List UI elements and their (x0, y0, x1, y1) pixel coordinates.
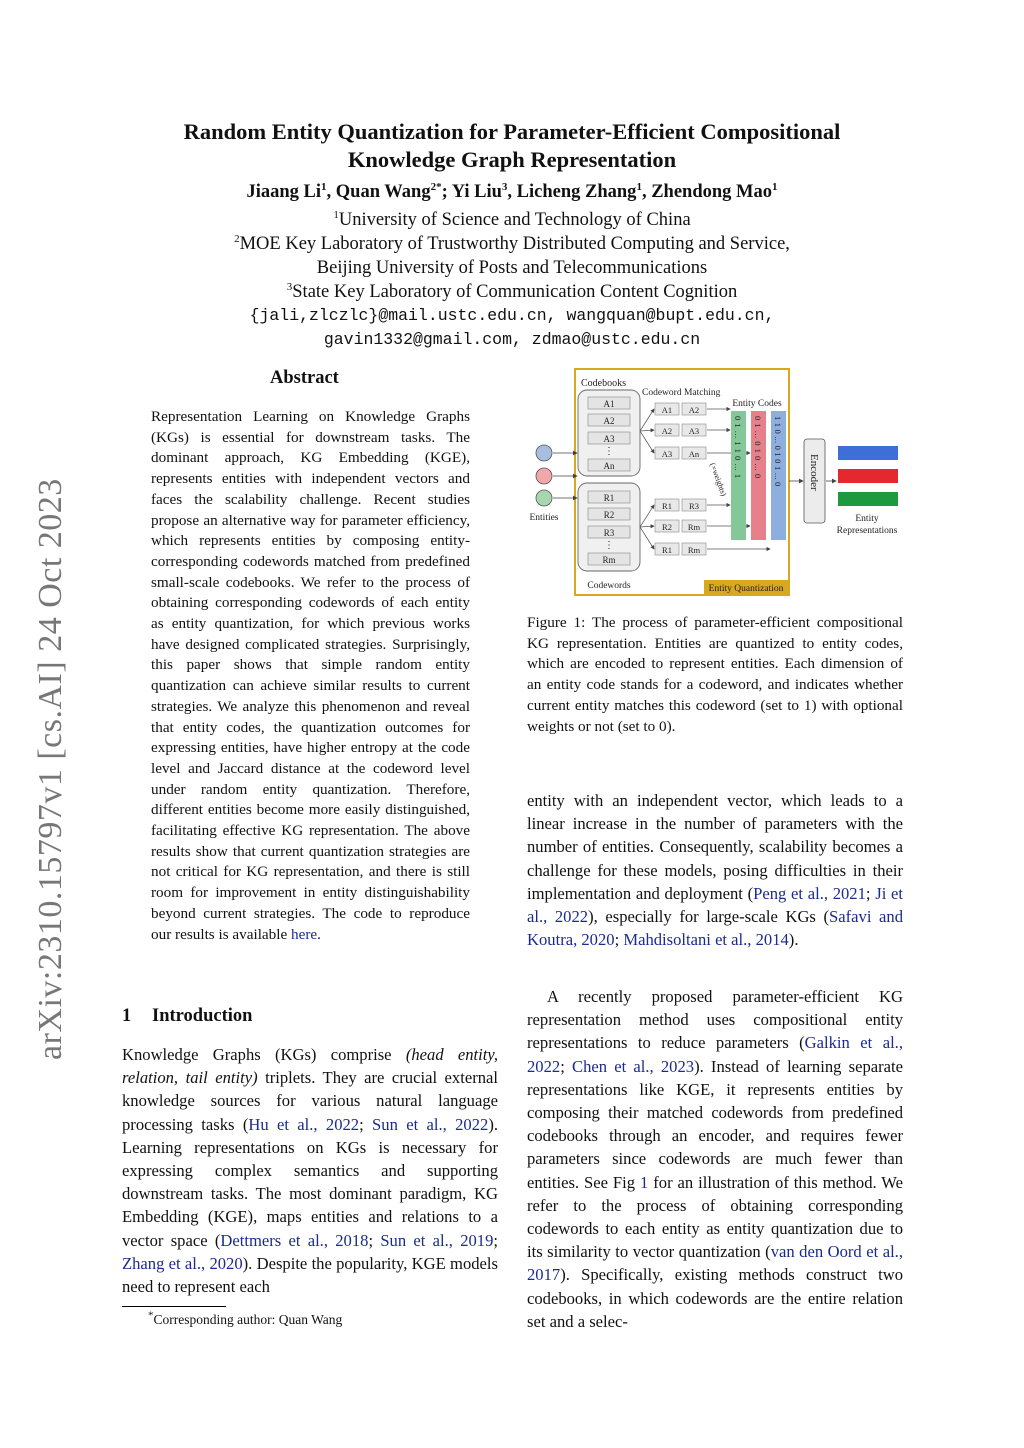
entity-code-1-text: 0 1 ... 1 1 0 ... 1 (733, 416, 743, 479)
match-r2: R2 (662, 522, 672, 532)
right-column-paragraph-1: entity with an independent vector, which leads to a linear increase in the number of parameters with the number of entities. Consequently, scalability becomes a challenge for these models, posing difficulties in their implementation and deployment (Peng et al., 2021; Ji et al., 2022), especially for large-scale KGs (Safavi and Koutra, 2020; Mahdisoltani et al., 2014). (527, 791, 903, 950)
codeword-matching-label: Codeword Matching (642, 388, 721, 398)
introduction-paragraph: Knowledge Graphs (KGs) comprise (head entity, relation, tail entity) triplets. They are crucial external knowledge sources for various natural language processing tasks (Hu et al., 2022; Sun et al., 2022). Learning representations on KGs is necessary for expressing complex semantics and supporting downstream tasks. The most dominant paradigm, KG Embedding (KGE), maps entities and relations to a vector space (Dettmers et al., 2018; Sun et al., 2019; Zhang et al., 2020). Despite the popularity, KGE models need to represent each (122, 1045, 499, 1297)
author-1: Jiaang Li$^1$, (246, 180, 336, 202)
title-line-1: Random Entity Quantization for Parameter-Efficient Compositional (183, 119, 841, 144)
ellipsis-r: ⋮ (604, 540, 614, 551)
citation-link[interactable]: Zhang et al., 2020 (122, 1253, 243, 1273)
citation-link[interactable]: Sun et al., 2019 (380, 1230, 494, 1250)
match-a2-b: A2 (661, 426, 673, 436)
ellipsis-a: ⋮ (604, 446, 614, 457)
footnote: *Corresponding author: Quan Wang (148, 1309, 343, 1327)
author-2: Quan Wang$^{2*}$; (335, 180, 452, 202)
email-line-2: gavin1332@gmail.com, zdmao@ustc.edu.cn (323, 330, 701, 349)
match-a3-b: A3 (661, 449, 673, 459)
affiliations (0, 208, 1024, 352)
match-r1: R1 (662, 501, 672, 511)
right-column-paragraph-2: A recently proposed parameter-efficient KG representation method uses compositional entity representations to reduce parameters (Galkin et al., 2022; Chen et al., 2023). Instead of learning separate representations like KGE, it represents entities by composing their matched codewords from predefined codebooks through an encoder, and requires fewer parameters since codewords are much fewer than entities. See Fig 1 for an illustration of this method. We refer to the process of obtaining corresponding codewords to each entity as entity quantization due to its similarity to vector quantization (van den Oord et al., 2017). Specifically, existing methods construct two codebooks, in which codewords are the entire relation set and a selec- (527, 987, 903, 1331)
match-r1-b: R1 (662, 545, 672, 555)
codeword-a1: A1 (603, 399, 615, 409)
title-line-2: Knowledge Graph Representation (347, 147, 677, 172)
match-an: An (688, 449, 700, 459)
affiliation-2-cont: Beijing University of Posts and Telecommunications (316, 258, 708, 278)
entity-code-3-text: 1 1 0 ... 0 1 0 1 ... 0 (773, 416, 783, 487)
codeword-rm: Rm (602, 555, 616, 565)
match-rm-b: Rm (687, 545, 701, 555)
entity-repr-label-2: Representations (836, 526, 898, 536)
encoder-label: Encoder (808, 454, 820, 491)
author-4: Licheng Zhang$^1$, (516, 180, 652, 202)
figure-reference-link[interactable]: 1 (640, 1172, 649, 1192)
figure-1-caption: Figure 1: The process of parameter-efficient compositional KG representation. Entities are quantized to entity codes, which are encoded to represent entities. Each dimension of an entity code stands for a codeword, and indicates whether current entity matches this codeword (set to 1) with optional weights or not (set to 0). (527, 614, 903, 735)
entity-circle-green (536, 490, 552, 506)
entity-codes-label: Entity Codes (732, 399, 782, 409)
citation-link[interactable]: Hu et al., 2022 (248, 1114, 360, 1134)
footnote-rule (122, 1306, 226, 1307)
match-a3: A3 (688, 426, 700, 436)
entity-code-2-text: 0 1 ... 0 1 0 ... 0 (753, 416, 763, 479)
abstract-heading: Abstract (270, 368, 339, 388)
entity-circle-red (536, 468, 552, 484)
affiliation-2: $^2$MOE Key Laboratory of Trustworthy Distributed Computing and Service, (234, 232, 790, 254)
citation-link[interactable]: Sun et al., 2022 (372, 1114, 489, 1134)
figure-1-diagram (525, 366, 910, 598)
weights-label: (×weights) (708, 461, 729, 498)
section-heading-introduction: 1 Introduction (122, 1006, 253, 1026)
citation-link[interactable]: Ji et al., 2022 (527, 883, 903, 927)
codeword-a3: A3 (603, 434, 615, 444)
abstract-body: Representation Learning on Knowledge Graphs (KGs) is essential for downstream tasks. The dominant approach, KG Embedding (KGE), represents entities with independent vectors and faces the scalability challenge. Recent studies propose an alternative way for parameter efficiency, which represents entities by composing entity-corresponding codewords matched from predefined small-scale codebooks. We refer to the process of obtaining corresponding codewords of each entity as entity quantization, for which previous works have designed complicated strategies. Surprisingly, this paper shows that simple random entity quantization can achieve similar results to current strategies. We analyze this phenomenon and reveal that entity codes, the quantization outcomes for expressing entities, have higher entropy at the code level and Jaccard distance at the codeword level under random entity quantization. Therefore, different entities become more easily distinguished, facilitating effective KG representation. The above results show that current quantization strategies are not critical for KG representation, and there is still room for improvement in entity distinguishability beyond current strategies. The code to reproduce our results is available here. (151, 408, 470, 943)
match-rm: Rm (687, 522, 701, 532)
representation-bar-green (838, 492, 898, 506)
codeword-r2: R2 (603, 510, 615, 520)
entities-label: Entities (529, 513, 559, 523)
email-line-1: {jali,zlczlc}@mail.ustc.edu.cn, wangquan@bupt.edu.cn, (249, 306, 775, 325)
citation-link[interactable]: Chen et al., 2023 (572, 1056, 695, 1076)
match-r3: R3 (689, 501, 699, 511)
match-a1: A1 (661, 405, 673, 415)
affiliation-3: $^3$State Key Laboratory of Communication Content Cognition (286, 280, 738, 302)
entity-quantization-label: Entity Quantization (708, 584, 784, 594)
arxiv-identifier: arXiv:2310.15797v1 [cs.AI] 24 Oct 2023 (32, 478, 69, 1060)
paper-title (0, 118, 1024, 174)
citation-link[interactable]: Dettmers et al., 2018 (220, 1230, 369, 1250)
entity-repr-label-1: Entity (855, 514, 879, 524)
representation-bar-blue (838, 446, 898, 460)
codebooks-label: Codebooks (581, 378, 626, 389)
citation-link[interactable]: Safavi and Koutra, 2020 (527, 907, 903, 950)
representation-bar-red (838, 469, 898, 483)
codeword-r3: R3 (603, 528, 615, 538)
codeword-an: An (603, 461, 615, 471)
codewords-label: Codewords (587, 581, 631, 591)
author-list (0, 182, 1024, 203)
affiliation-1: $^1$University of Science and Technology of China (333, 208, 691, 230)
citation-link[interactable]: Galkin et al., 2022 (527, 1033, 903, 1076)
entity-circle-blue (536, 445, 552, 461)
author-5: Zhendong Mao$^1$ (651, 180, 778, 202)
match-a2: A2 (688, 405, 700, 415)
code-link[interactable]: here (291, 925, 318, 943)
codeword-a2: A2 (603, 416, 615, 426)
citation-link[interactable]: Mahdisoltani et al., 2014 (623, 930, 789, 950)
citation-link[interactable]: van den Oord et al., 2017 (527, 1242, 903, 1285)
author-3: Yi Liu$^3$, (451, 180, 517, 202)
codeword-r1: R1 (603, 493, 615, 503)
citation-link[interactable]: Peng et al., 2021 (753, 883, 866, 903)
